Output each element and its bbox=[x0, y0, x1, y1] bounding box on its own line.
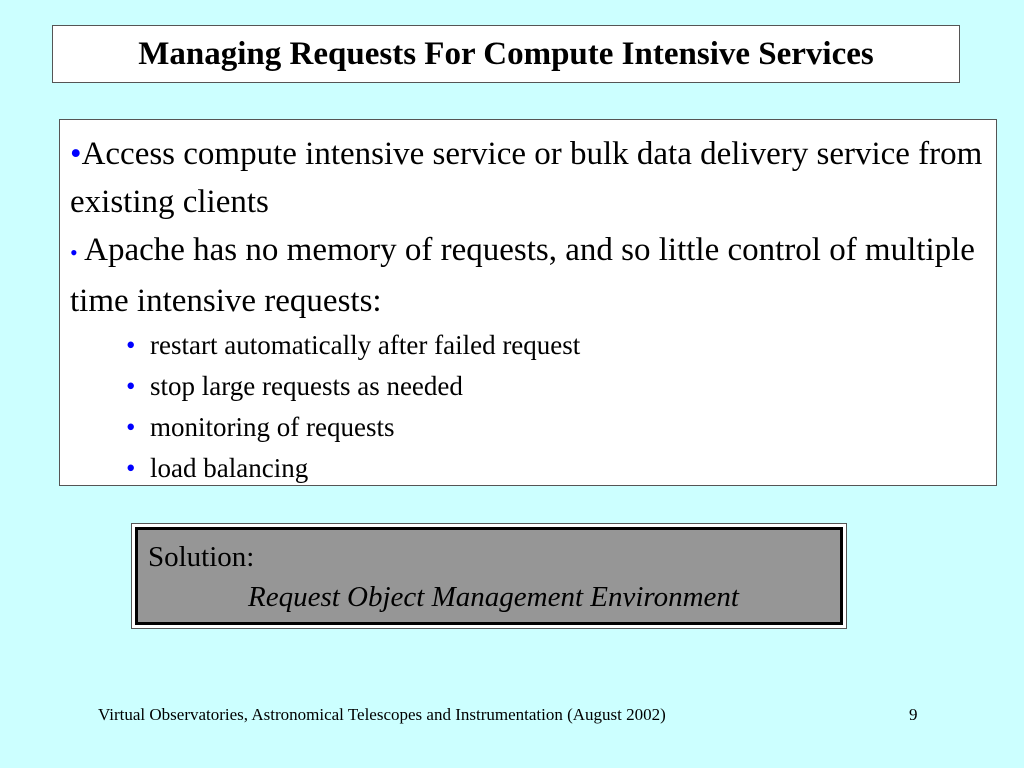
solution-value: Request Object Management Environment bbox=[248, 581, 739, 613]
sub-bullet-text: load balancing bbox=[150, 453, 309, 483]
page-number: 9 bbox=[909, 705, 918, 724]
main-bullet-2 bbox=[70, 226, 984, 325]
footer-text: Virtual Observatories, Astronomical Telescopes and Instrumentation (August 2002) bbox=[98, 705, 666, 724]
main-bullet-1 bbox=[70, 130, 984, 226]
solution-label: Solution: bbox=[148, 541, 255, 573]
bullet-marker: • bbox=[70, 136, 82, 172]
main-bullet-2-text: Apache has no memory of requests, and so little control of multiple time intensive requests: bbox=[70, 232, 975, 319]
slide-title-box bbox=[52, 25, 960, 83]
sub-bullet-text: stop large requests as needed bbox=[150, 371, 463, 401]
bullet-marker: • bbox=[70, 240, 78, 265]
sub-bullet-text: restart automatically after failed request bbox=[150, 330, 581, 360]
sub-bullet-item bbox=[126, 448, 984, 489]
sub-bullet-list bbox=[70, 325, 984, 489]
bullet-marker: • bbox=[126, 453, 136, 483]
slide-title: Managing Requests For Compute Intensive Services bbox=[138, 35, 874, 72]
sub-bullet-text: monitoring of requests bbox=[150, 412, 395, 442]
solution-box bbox=[131, 523, 847, 629]
bullet-marker: • bbox=[126, 412, 136, 442]
main-bullet-1-text: Access compute intensive service or bulk data delivery service from existing clients bbox=[70, 136, 983, 220]
sub-bullet-item bbox=[126, 366, 984, 407]
content-box bbox=[59, 119, 997, 486]
solution-panel bbox=[135, 527, 843, 625]
sub-bullet-item bbox=[126, 407, 984, 448]
bullet-marker: • bbox=[126, 330, 136, 360]
bullet-marker: • bbox=[126, 371, 136, 401]
sub-bullet-item bbox=[126, 325, 984, 366]
